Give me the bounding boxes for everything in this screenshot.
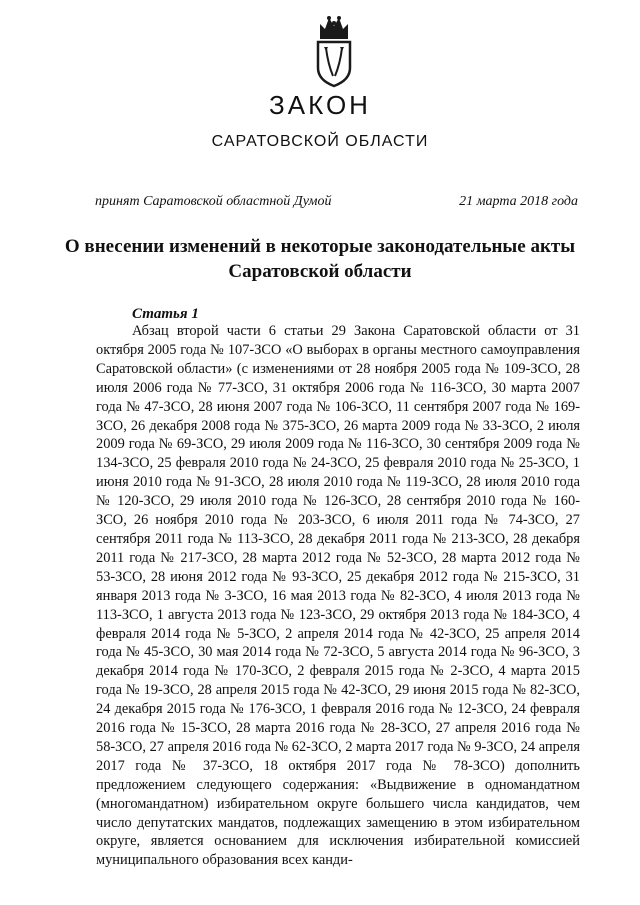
saratov-coat-of-arms-icon <box>314 14 354 88</box>
article-title: Статья 1 <box>132 306 199 322</box>
adopted-by: принят Саратовской областной Думой <box>95 194 332 209</box>
document-subtitle: САРАТОВСКОЙ ОБЛАСТИ <box>211 133 429 150</box>
document-title: ЗАКОН <box>269 90 371 120</box>
article-body: Абзац второй части 6 статьи 29 Закона Саратовской области от 31 октября 2005 года № 107-ЗСО «О выборах в органы местного самоуправления Саратовской области» (с изменениями от 28 ноября 2005 года № 109-ЗСО, 28 июля 2006 года № 77-ЗСО, 31 октября 2006 года № 116-ЗСО, 30 марта 2007 года № 47-ЗСО, 28 июня 2007 года № 106-ЗСО, 11 сентября 2007 года № 169-ЗСО, 26 декабря 2008 года № 375-ЗСО, 26 марта 2009 года № 33-ЗСО, 2 июля 2009 года № 69-ЗСО, 29 июля 2009 года № 116-ЗСО, 30 сентября 2009 года № 134-ЗСО, 25 февраля 2010 года № 24-ЗСО, 25 февраля 2010 года № 25-ЗСО, 1 июня 2010 года № 91-ЗСО, 28 июля 2010 года № 119-ЗСО, 28 июля 2010 года № 120-ЗСО, 29 июля 2010 года № 126-ЗСО, 28 сентября 2010 года № 160-ЗСО, 26 ноября 2010 года № 203-ЗСО, 6 июля 2011 года № 74-ЗСО, 27 сентября 2011 года № 113-ЗСО, 28 декабря 2011 года № 213-ЗСО, 28 декабря 2011 года № 217-ЗСО, 28 марта 2012 года № 52-ЗСО, 28 марта 2012 года № 53-ЗСО, 28 июня 2012 года № 93-ЗСО, 25 декабря 2012 года № 215-ЗСО, 31 января 2013 года № 3-ЗСО, 16 мая 2013 года № 82-ЗСО, 4 июля 2013 года № 113-ЗСО, 1 августа 2013 года № 123-ЗСО, 29 октября 2013 года № 184-ЗСО, 4 февраля 2014 года № 5-ЗСО, 2 апреля 2014 года № 42-ЗСО, 25 апреля 2014 года № 45-ЗСО, 30 мая 2014 года № 72-ЗСО, 5 августа 2014 года № 96-ЗСО, 3 декабря 2014 года № 170-ЗСО, 2 февраля 2015 года № 2-ЗСО, 4 марта 2015 года № 19-ЗСО, 28 апреля 2015 года № 42-ЗСО, 29 июня 2015 года № 82-ЗСО, 24 декабря 2015 года № 176-ЗСО, 1 февраля 2016 года № 12-ЗСО, 24 февраля 2016 года № 15-ЗСО, 28 марта 2016 года № 28-ЗСО, 27 апреля 2016 года № 58-ЗСО, 27 апреля 2016 года № 62-ЗСО, 2 марта 2017 года № 9-ЗСО, 24 апреля 2017 года № 37-ЗСО, 18 октября 2017 года № 78-ЗСО) дополнить предложением следующего содержания: «Выдвижение в одномандатном (многомандатном) избирательном округе большего числа кандидатов, чем число депутатских мандатов, подлежащих замещению в этом избирательном округе, является основанием для исключения избирательной комиссией муниципального образования всех канди- <box>96 323 580 869</box>
adoption-date: 21 марта 2018 года <box>459 194 578 209</box>
law-heading: О внесении изменений в некоторые законодательные акты Саратовской области <box>64 236 576 282</box>
